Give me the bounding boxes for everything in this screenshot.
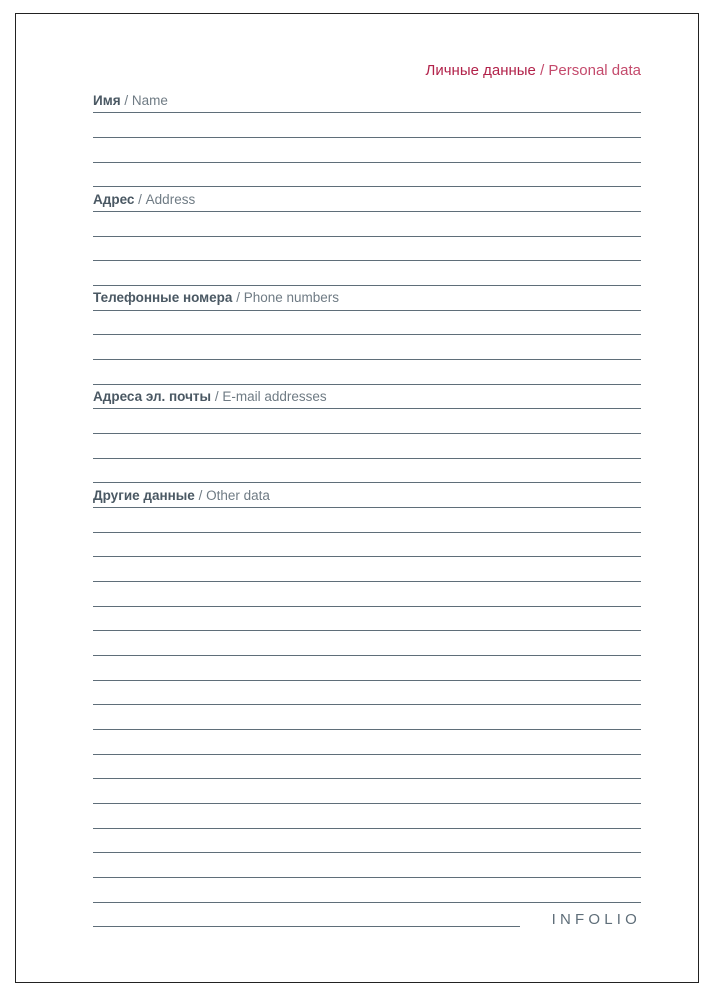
writing-line[interactable] — [93, 778, 641, 779]
writing-line[interactable] — [93, 186, 641, 187]
page-title-en: Personal data — [548, 62, 641, 79]
writing-line[interactable] — [93, 310, 641, 311]
section-label-name-separator: / — [120, 93, 132, 108]
writing-line[interactable] — [93, 433, 641, 434]
writing-line[interactable] — [93, 630, 641, 631]
writing-line[interactable] — [93, 532, 641, 533]
section-label-other — [93, 488, 270, 504]
writing-line[interactable] — [93, 359, 641, 360]
section-label-email — [93, 389, 327, 405]
writing-line[interactable] — [93, 655, 641, 656]
writing-line[interactable] — [93, 581, 641, 582]
writing-line[interactable] — [93, 137, 641, 138]
section-label-address-ru: Адрес — [93, 192, 135, 207]
section-label-address-en: Address — [145, 192, 196, 207]
brand-logo: INFOLIO — [551, 911, 641, 928]
writing-line[interactable] — [93, 507, 641, 508]
section-label-name-ru: Имя — [93, 93, 121, 108]
writing-line[interactable] — [93, 729, 641, 730]
writing-line[interactable] — [93, 828, 641, 829]
writing-line[interactable] — [93, 754, 641, 755]
section-label-email-separator: / — [211, 389, 223, 404]
writing-line[interactable] — [93, 112, 641, 113]
writing-line[interactable] — [93, 852, 641, 853]
writing-line[interactable] — [93, 458, 641, 459]
section-label-address — [93, 192, 195, 208]
writing-line[interactable] — [93, 926, 520, 927]
writing-line[interactable] — [93, 482, 641, 483]
writing-line[interactable] — [93, 680, 641, 681]
section-label-email-ru: Адреса эл. почты — [93, 389, 212, 404]
writing-line[interactable] — [93, 334, 641, 335]
writing-line[interactable] — [93, 260, 641, 261]
writing-line[interactable] — [93, 285, 641, 286]
section-label-phone-separator: / — [232, 290, 244, 305]
section-label-address-separator: / — [134, 192, 146, 207]
section-label-other-en: Other data — [206, 488, 270, 503]
page-title-separator: / — [535, 62, 549, 79]
section-label-name — [93, 93, 168, 109]
section-label-phone — [93, 290, 339, 306]
section-label-email-en: E-mail addresses — [222, 389, 327, 404]
section-label-other-ru: Другие данные — [93, 488, 195, 503]
writing-line[interactable] — [93, 236, 641, 237]
writing-line[interactable] — [93, 162, 641, 163]
writing-line[interactable] — [93, 877, 641, 878]
section-label-other-separator: / — [194, 488, 207, 503]
page-title — [426, 61, 642, 81]
writing-line[interactable] — [93, 704, 641, 705]
section-label-phone-ru: Телефонные номера — [93, 290, 233, 305]
writing-line[interactable] — [93, 556, 641, 557]
writing-line[interactable] — [93, 902, 641, 903]
writing-line[interactable] — [93, 803, 641, 804]
writing-line[interactable] — [93, 606, 641, 607]
writing-line[interactable] — [93, 384, 641, 385]
page-title-ru: Личные данные — [425, 62, 536, 79]
section-label-name-en: Name — [131, 93, 168, 108]
section-label-phone-en: Phone numbers — [243, 290, 340, 305]
writing-line[interactable] — [93, 408, 641, 409]
writing-line[interactable] — [93, 211, 641, 212]
